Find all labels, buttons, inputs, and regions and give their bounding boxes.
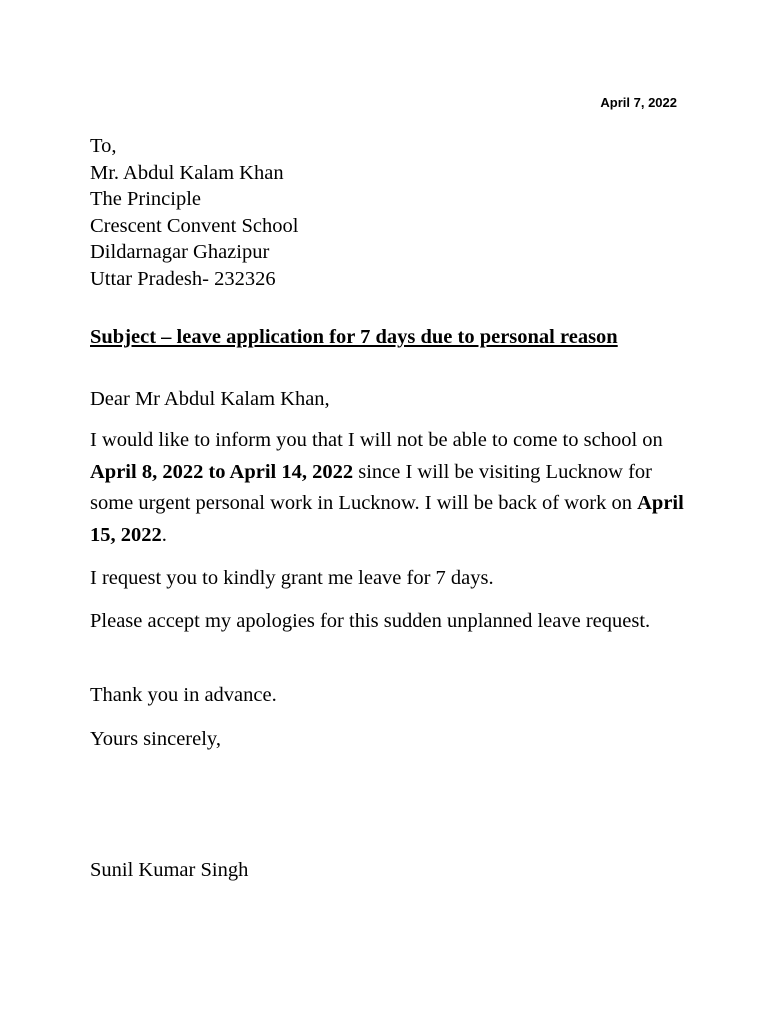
paragraph-text: I would like to inform you that I will not be able to come to school on (90, 429, 663, 451)
address-line: To, (90, 135, 117, 157)
return-date: April 15, 2022 (90, 492, 684, 546)
leave-dates: April 8, 2022 to April 14, 2022 (90, 460, 354, 483)
address-line: Mr. Abdul Kalam Khan (90, 161, 284, 184)
recipient-address (90, 133, 298, 293)
paragraph-text: . (161, 523, 167, 546)
body-paragraph-4: Thank you in advance. (90, 684, 277, 706)
address-line: Uttar Pradesh- 232326 (90, 267, 276, 290)
body-paragraph-3: Please accept my apologies for this sudden unplanned leave request. (90, 610, 651, 632)
subject-line: Subject – leave application for 7 days due to personal reason (90, 326, 618, 348)
closing: Yours sincerely, (90, 728, 221, 750)
body-paragraph-2: I request you to kindly grant me leave for 7 days. (90, 567, 494, 589)
body-paragraph-1 (90, 425, 690, 551)
address-line: Crescent Convent School (90, 214, 299, 237)
address-line: Dildarnagar Ghazipur (90, 241, 270, 264)
paragraph-text: since I will be visiting Lucknow for some urgent personal work in Lucknow. I will be back of work on (90, 460, 652, 514)
letter-date: April 7, 2022 (600, 95, 677, 110)
address-line: The Principle (90, 188, 202, 211)
signature-name: Sunil Kumar Singh (90, 859, 249, 881)
salutation: Dear Mr Abdul Kalam Khan, (90, 388, 330, 410)
